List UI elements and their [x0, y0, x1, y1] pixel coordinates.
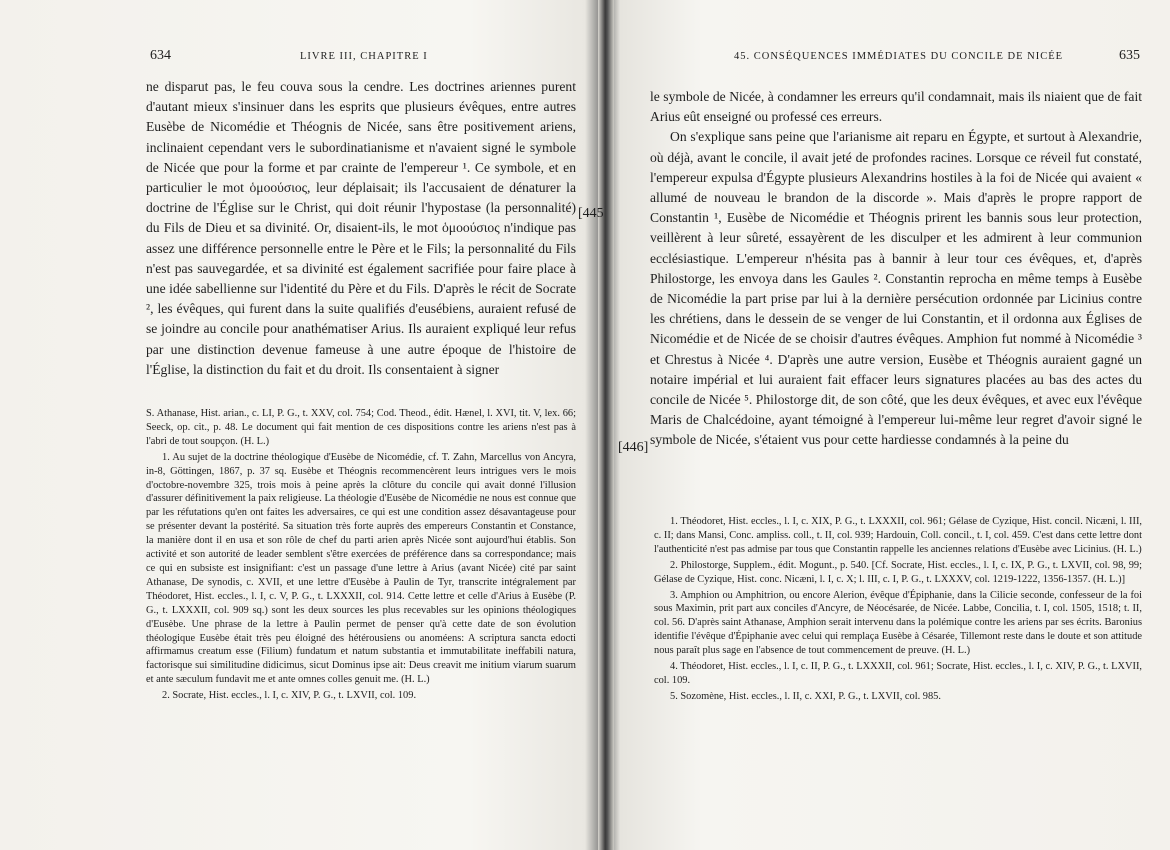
- footnote: 2. Philostorge, Supplem., édit. Mogunt., p. 540. [Cf. Socrate, Hist. eccles., l. I, c. IX, P. G., t. LXVII, col. 98, 99; Gélase de Cyzique, Hist. conc. Nicæni, l. I, c. X; l. III, c. I, P. G., t. LXXXV, col. 1219-1222, 1356-1357. (H. L.)]: [654, 559, 1142, 585]
- footnote: 1. Théodoret, Hist. eccles., l. I, c. XIX, P. G., t. LXXXII, col. 961; Gélase de Cyzique, Hist. concil. Nicæni, l. III, c. II; dans Mansi, Conc. ampliss. coll., t. II, col. 939; Hardouin, Coll. concil., t. I, col. 459. C'est dans cette lettre dont l'authenticité n'est pas admise par tous que Constantin rappelle les anciennes relations d'Eusèbe avec Licinius. (H. L.): [654, 516, 1142, 555]
- margin-reference: [446]: [618, 440, 649, 455]
- footnote: S. Athanase, Hist. arian., c. LI, P. G., t. XXV, col. 754; Cod. Theod., édit. Hænel, l. XVI, tit. V, lex. 66; Seeck, op. cit., p. 48. Le document qui fait mention de ces dispositions contre les ariens n'est pas à l'abri de tout soupçon. (H. L.): [146, 408, 576, 447]
- page-number: 635: [1119, 48, 1140, 63]
- footnote: 2. Socrate, Hist. eccles., l. I, c. XIV, P. G., t. LXVII, col. 109.: [162, 690, 417, 702]
- paragraph: ne disparut pas, le feu couva sous la cendre. Les doctrines ariennes purent d'autant mieux s'insinuer dans les esprits que plusieurs évêques, entre autres Eusèbe de Nicomédie et Théognis de Nicée, sans être positivement ariens, inclinaient cependant vers le subordinatianisme et n'avaient signé le symbole de Nicée que pour la forme et par crainte de l'empereur ¹. Ce symbole, et en particulier le mot ὁμοούσιος, leur déplaisait; ils l'accusaient de dénaturer la doctrine de l'Église sur le Christ, qui doit réunir l'hypostase (la personnalité) du Fils de Dieu et sa divinité. Or, disaient-ils, le mot ὁμοούσιος n'indique pas assez une différence personnelle entre le Père et le Fils; la personnalité du Fils n'est pas sauvegardée, et sa divinité est également sacrifiée pour faire place à une idée sabellienne sur l'identité du Père et du Fils. D'après le récit de Socrate ², les évêques, qui furent dans la suite qualifiés d'eusébiens, auraient refusé de se joindre au concile pour anathématiser Arius. Ils auraient expliqué leur refus par une distinction devenue fameuse à une autre époque de l'histoire de l'Église, la distinction du fait et du droit. Ils consentaient à signer: [146, 79, 576, 377]
- footnote: 1. Au sujet de la doctrine théologique d'Eusèbe de Nicomédie, cf. T. Zahn, Marcellus von Ancyra, in-8, Göttingen, 1867, p. 37 sq. Eusèbe et Théognis recommencèrent leurs intrigues vers le mois d'octobre-novembre 325, trois mois à peine après la clôture du concile qui avait donné l'illusion d'assurer définitivement la paix religieuse. La théologie d'Eusèbe de Nicomédie ne nous est connue que par les réfutations qu'en ont faites les adversaires, ce qui est une condition assez désavantageuse pour se présenter devant la postérité. Sa situation très forte auprès des empereurs Constantin et Constance, la manière dont il en usa et son rôle de chef du parti arien après Nicée sont aujourd'hui établis. Son activité et son autorité de leader semblent s'être exercées de préférence dans sa correspondance; mais ce qui en subsiste est insignifiant: c'est un passage d'une lettre à Arius (avant Nicée) cité par saint Athanase, De synodis, c. XVII, et une lettre d'Eusèbe à Paulin de Tyr, transcrite intégralement par Théodoret, Hist. eccles., l. I, c. V, P. G., t. LXXXII, col. 914. Cette lettre et celle d'Arius à Eusèbe (P. G., t. LXXXII, col. 909 sq.) sont les deux sources les plus recevables sur les opinions théologiques d'Eusèbe. Une phrase de la lettre à Paulin permet de penser qu'à cette date de son évolution théologique Eusèbe était très peu éloigné des hétérousiens ou anoméens: A scriptura sancta edocti affirmamus creatum esse (Filium) fundatum et natum substantia et immutabilitate ineffabili natura, factorisque sui similitudine didicimus, sicut Dominus ipse ait: Deus creavit me initium viarum suarum et ante sæculum fundavit me et ante omnes colles genuit me. (H. L.): [146, 451, 576, 686]
- margin-reference: [445: [578, 206, 604, 221]
- running-head: 45. CONSÉQUENCES IMMÉDIATES DU CONCILE DE NICÉE: [734, 51, 1064, 62]
- right-footnotes: [654, 515, 1142, 706]
- footnote: 4. Théodoret, Hist. eccles., l. I, c. II, P. G., t. LXXXII, col. 961; Socrate, Hist. eccles., l. I, c. XIV, P. G., t. LXVII, col. 109.: [654, 661, 1142, 686]
- left-page-header: [150, 48, 580, 68]
- left-footnotes: [146, 407, 576, 705]
- page-number: 634: [150, 48, 171, 63]
- paragraph: le symbole de Nicée, à condamner les erreurs qu'il condamnait, mais ils niaient que de fait Arius eût enseigné ou professé ces erreurs.: [650, 89, 1142, 125]
- right-page: [612, 0, 1170, 850]
- left-body-text: [146, 77, 576, 380]
- right-page-header: [642, 48, 1140, 68]
- paragraph: On s'explique sans peine que l'arianisme ait reparu en Égypte, et surtout à Alexandrie, où déjà, avant le concile, il avait jeté de profondes racines. Lorsque ce réveil fut constaté, l'empereur expulsa d'Égypte plusieurs Alexandrins hostiles à la foi de Nicée qui avaient « allumé de nouveau le brandon de la discorde ». Mais d'après le propre rapport de Constantin ¹, Eusèbe de Nicomédie et Théognis prirent les bannis sous leur protection, veillèrent à leur sûreté, essayèrent de les disculper et les admirent à leur communion ecclésiastique. L'empereur n'hésita pas à bannir à leur tour ces évêques, et, d'après Philostorge, les envoya dans les Gaules ². Constantin reprocha en même temps à Eusèbe de Nicomédie la part prise par lui à la dernière persécution ordonnée par Licinius contre les chrétiens, dans le dessein de se venger de lui Constantin, et il ordonna aux Églises de Nicomédie et de Nicée de se choisir d'autres évêques. Amphion fut nommé à Nicomédie ³ et Chrestus à Nicée ⁴. D'après une autre version, Eusèbe et Théognis auraient gagné un notaire impérial et lui auraient fait effacer leurs signatures placées au bas des actes du concile de Nicée ⁵. Philostorge dit, de son côté, que les deux évêques, et avec eux l'évêque Maris de Chalcédoine, ayant témoigné à l'empereur lui-même leur regret d'avoir signé le symbole de Nicée, s'étaient vus pour cette hardiesse condamnés à la peine du: [650, 129, 1142, 448]
- footnote: 3. Amphion ou Amphitrion, ou encore Alerion, évêque d'Épiphanie, dans la Cilicie seconde, confesseur de la foi sous Maximin, prit part aux conciles d'Ancyre, de Néocésarée, de Nicée. Labbe, Concilia, t. I, col. 1505, 1518; t. II, col. 56. D'après saint Athanase, Amphion serait intervenu dans la polémique contre les ariens par ses écrits. Baronius identifie l'évêque d'Épiphanie avec celui qui remplaça Eusèbe à Césarée, Tillemont reste dans le doute et son attitude nous paraît plus sage en l'absence de tout commencement de preuve. (H. L.): [654, 589, 1142, 657]
- footnote: 5. Sozomène, Hist. eccles., l. II, c. XXI, P. G., t. LXVII, col. 985.: [670, 690, 941, 702]
- running-head: LIVRE III, CHAPITRE I: [300, 51, 428, 62]
- right-body-text: [650, 87, 1142, 451]
